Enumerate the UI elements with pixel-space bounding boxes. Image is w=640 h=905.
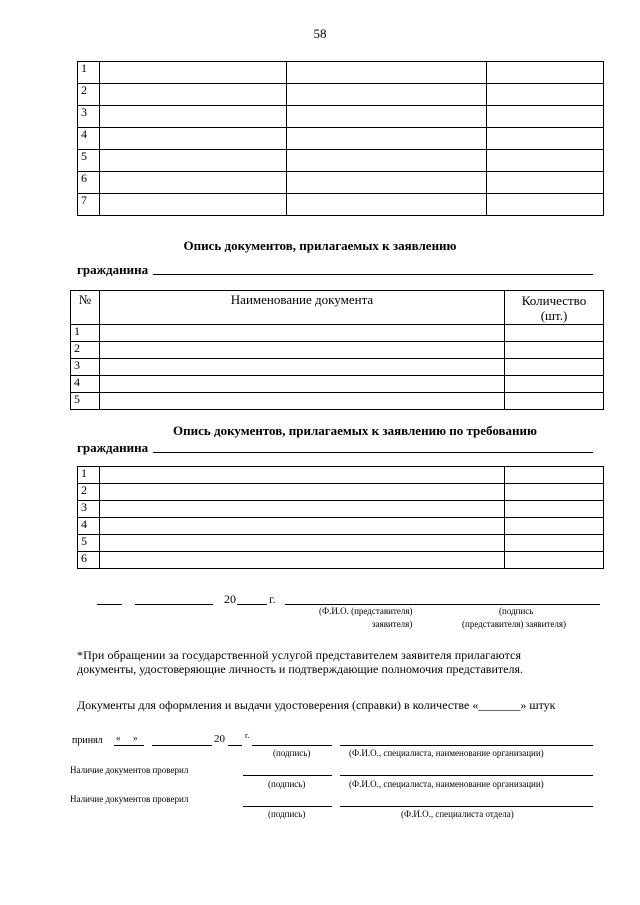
empty-cell: [100, 325, 505, 342]
empty-cell: [505, 552, 604, 569]
accepted-year-suffix: г.: [245, 731, 250, 740]
row-number: 2: [78, 484, 100, 501]
row-number: 2: [71, 342, 100, 359]
table-row: [78, 484, 604, 501]
empty-cell: [100, 84, 287, 106]
empty-cell: [487, 106, 604, 128]
empty-cell: [287, 84, 487, 106]
docs-count-line: [77, 698, 555, 713]
checked1-fio-label: (Ф.И.О., специалиста, наименование организации): [349, 779, 544, 789]
page-number: 58: [313, 26, 327, 41]
month-line: [135, 604, 213, 605]
empty-cell: [487, 150, 604, 172]
docs-count-blank: _______: [478, 698, 521, 712]
note-line-1: *При обращении за государственной услугой представителем заявителя прилагаются: [77, 648, 522, 662]
table-row: [78, 552, 604, 569]
row-number: 1: [78, 467, 100, 484]
accepted-sign-line: [252, 745, 332, 746]
table-row: [78, 535, 604, 552]
accepted-sign-label: (подпись): [273, 748, 311, 758]
row-number: 2: [78, 84, 100, 106]
row-number: 5: [78, 535, 100, 552]
table-row: [78, 128, 604, 150]
checked1-fio-line: [340, 775, 593, 776]
table-row: [71, 325, 604, 342]
empty-cell: [505, 393, 604, 410]
section1-citizen-label: гражданина: [77, 262, 149, 277]
empty-cell: [100, 484, 505, 501]
row-number: 7: [78, 194, 100, 216]
docs-count-after: » штук: [520, 698, 556, 712]
docs-count-before: Документы для оформления и выдачи удостоверения (справки) в количестве «: [77, 698, 479, 712]
year-suffix: г.: [269, 592, 276, 606]
empty-cell: [100, 467, 505, 484]
row-number: 6: [78, 552, 100, 569]
accepted-year-prefix: 20: [214, 733, 225, 745]
checked2-fio-label: (Ф.И.О., специалиста отдела): [401, 809, 514, 819]
accepted-label: принял: [72, 735, 103, 746]
table-row: [78, 106, 604, 128]
top-table: [77, 61, 604, 216]
row-number: 6: [78, 172, 100, 194]
empty-cell: [100, 62, 287, 84]
section1-title: Опись документов, прилагаемых к заявлению: [183, 238, 457, 253]
table-row: [78, 194, 604, 216]
table-row: [78, 172, 604, 194]
fio-label-1: (Ф.И.О. (представителя): [319, 606, 413, 616]
empty-cell: [100, 106, 287, 128]
row-number: 4: [71, 376, 100, 393]
empty-cell: [487, 128, 604, 150]
empty-cell: [487, 84, 604, 106]
empty-cell: [287, 128, 487, 150]
checked2-label: Наличие документов проверил: [70, 794, 189, 804]
empty-cell: [505, 501, 604, 518]
empty-cell: [100, 342, 505, 359]
accepted-month-line: [152, 745, 212, 746]
checked1-label: Наличие документов проверил: [70, 765, 189, 775]
day-line: [97, 604, 122, 605]
accepted-quote-open: «: [116, 733, 121, 743]
table-row: [78, 501, 604, 518]
row-number: 5: [71, 393, 100, 410]
year-prefix: 20: [224, 592, 236, 606]
sign-label-1: (подпись: [499, 606, 534, 616]
empty-cell: [100, 501, 505, 518]
table-row: [78, 518, 604, 535]
row-number: 1: [78, 62, 100, 84]
row-number: 3: [71, 359, 100, 376]
empty-cell: [487, 172, 604, 194]
section2-citizen-line: [153, 452, 593, 453]
empty-cell: [100, 172, 287, 194]
empty-cell: [287, 106, 487, 128]
note-line-2: документы, удостоверяющие личность и подтверждающие полномочия представителя.: [77, 662, 523, 676]
empty-cell: [505, 467, 604, 484]
section2-table: [77, 466, 604, 569]
row-number: 3: [78, 106, 100, 128]
empty-cell: [100, 552, 505, 569]
table-row: [71, 359, 604, 376]
empty-cell: [100, 393, 505, 410]
header-num: №: [71, 291, 100, 325]
empty-cell: [287, 172, 487, 194]
empty-cell: [100, 359, 505, 376]
row-number: 3: [78, 501, 100, 518]
accepted-year-line: [228, 745, 242, 746]
empty-cell: [505, 325, 604, 342]
empty-cell: [100, 376, 505, 393]
empty-cell: [100, 194, 287, 216]
empty-cell: [505, 518, 604, 535]
checked2-sign-line: [243, 806, 332, 807]
section1-table: [70, 290, 604, 410]
empty-cell: [287, 62, 487, 84]
accepted-fio-line: [340, 745, 593, 746]
empty-cell: [505, 342, 604, 359]
fio-label-2: заявителя): [372, 619, 413, 629]
empty-cell: [505, 376, 604, 393]
table-row: [78, 467, 604, 484]
section1-citizen-line: [153, 274, 593, 275]
row-number: 1: [71, 325, 100, 342]
year-line: [237, 604, 267, 605]
section2-citizen-label: гражданина: [77, 440, 149, 455]
signature-line: [285, 604, 600, 605]
accepted-quote-close: »: [133, 733, 138, 743]
table-row: [78, 62, 604, 84]
accepted-day-line: [114, 745, 144, 746]
empty-cell: [505, 484, 604, 501]
empty-cell: [100, 128, 287, 150]
empty-cell: [487, 62, 604, 84]
accepted-fio-label: (Ф.И.О., специалиста, наименование организации): [349, 748, 544, 758]
table-row: [78, 150, 604, 172]
empty-cell: [100, 150, 287, 172]
row-number: 4: [78, 518, 100, 535]
sign-label-2: (представителя) заявителя): [462, 619, 566, 629]
section2-title: Опись документов, прилагаемых к заявлению по требованию: [173, 423, 537, 438]
empty-cell: [100, 518, 505, 535]
header-qty: Количество (шт.): [505, 291, 604, 325]
row-number: 5: [78, 150, 100, 172]
checked1-sign-line: [243, 775, 332, 776]
empty-cell: [505, 535, 604, 552]
checked2-sign-label: (подпись): [268, 809, 306, 819]
empty-cell: [505, 359, 604, 376]
table-row: [71, 342, 604, 359]
empty-cell: [487, 194, 604, 216]
table-row: [78, 84, 604, 106]
empty-cell: [100, 535, 505, 552]
table-row: [71, 376, 604, 393]
checked1-sign-label: (подпись): [268, 779, 306, 789]
checked2-fio-line: [340, 806, 593, 807]
empty-cell: [287, 150, 487, 172]
header-name: Наименование документа: [100, 291, 505, 325]
empty-cell: [287, 194, 487, 216]
table-row: [71, 393, 604, 410]
row-number: 4: [78, 128, 100, 150]
